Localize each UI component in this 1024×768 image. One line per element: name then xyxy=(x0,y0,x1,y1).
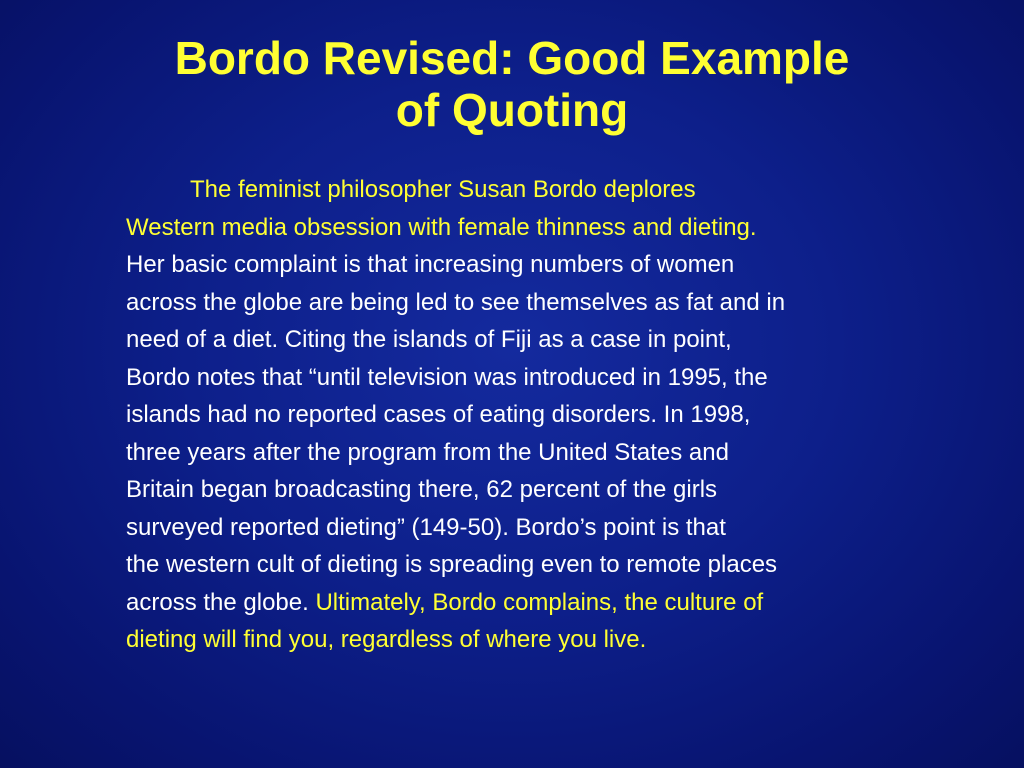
body-segment: Her basic complaint is that increasing numbers of women xyxy=(126,251,735,278)
body-line xyxy=(126,246,1006,284)
body-line xyxy=(126,209,1006,247)
body-line xyxy=(126,321,1006,359)
body-line xyxy=(126,396,1006,434)
body-line xyxy=(126,171,1006,209)
body-segment-highlight: dieting will find you, regardless of where you live. xyxy=(126,626,647,653)
body-line xyxy=(126,434,1006,472)
body-line xyxy=(126,471,1006,509)
slide-title xyxy=(0,32,1024,136)
body-line xyxy=(126,584,1006,622)
body-segment: Britain began broadcasting there, 62 percent of the girls xyxy=(126,476,718,503)
body-segment: across the globe are being led to see themselves as fat and in xyxy=(126,288,786,316)
slide-title-line: of Quoting xyxy=(395,84,629,136)
body-segment: the western cult of dieting is spreading even to remote places xyxy=(126,551,778,578)
slide-title-line: Bordo Revised: Good Example xyxy=(174,32,850,84)
body-segment: The feminist philosopher Susan Bordo deplores xyxy=(190,176,696,203)
body-line xyxy=(126,621,1006,659)
body-segment-highlight: Ultimately, Bordo complains, the culture of xyxy=(315,588,764,616)
body-segment: across the globe. xyxy=(126,588,316,616)
body-segment: need of a diet. Citing the islands of Fiji as a case in point, xyxy=(126,326,732,353)
body-segment: islands had no reported cases of eating disorders. In 1998, xyxy=(126,401,751,428)
body-line xyxy=(126,359,1006,397)
body-segment: three years after the program from the United States and xyxy=(126,438,729,466)
body-line xyxy=(126,509,1006,547)
body-segment: Bordo notes that “until television was introduced in 1995, the xyxy=(126,363,768,391)
body-line xyxy=(126,546,1006,584)
body-line xyxy=(126,284,1006,322)
body-segment: Western media obsession with female thinness and dieting. xyxy=(126,213,757,241)
body-segment: surveyed reported dieting” (149-50). Bordo’s point is that xyxy=(126,513,726,541)
slide-body xyxy=(126,171,1006,659)
